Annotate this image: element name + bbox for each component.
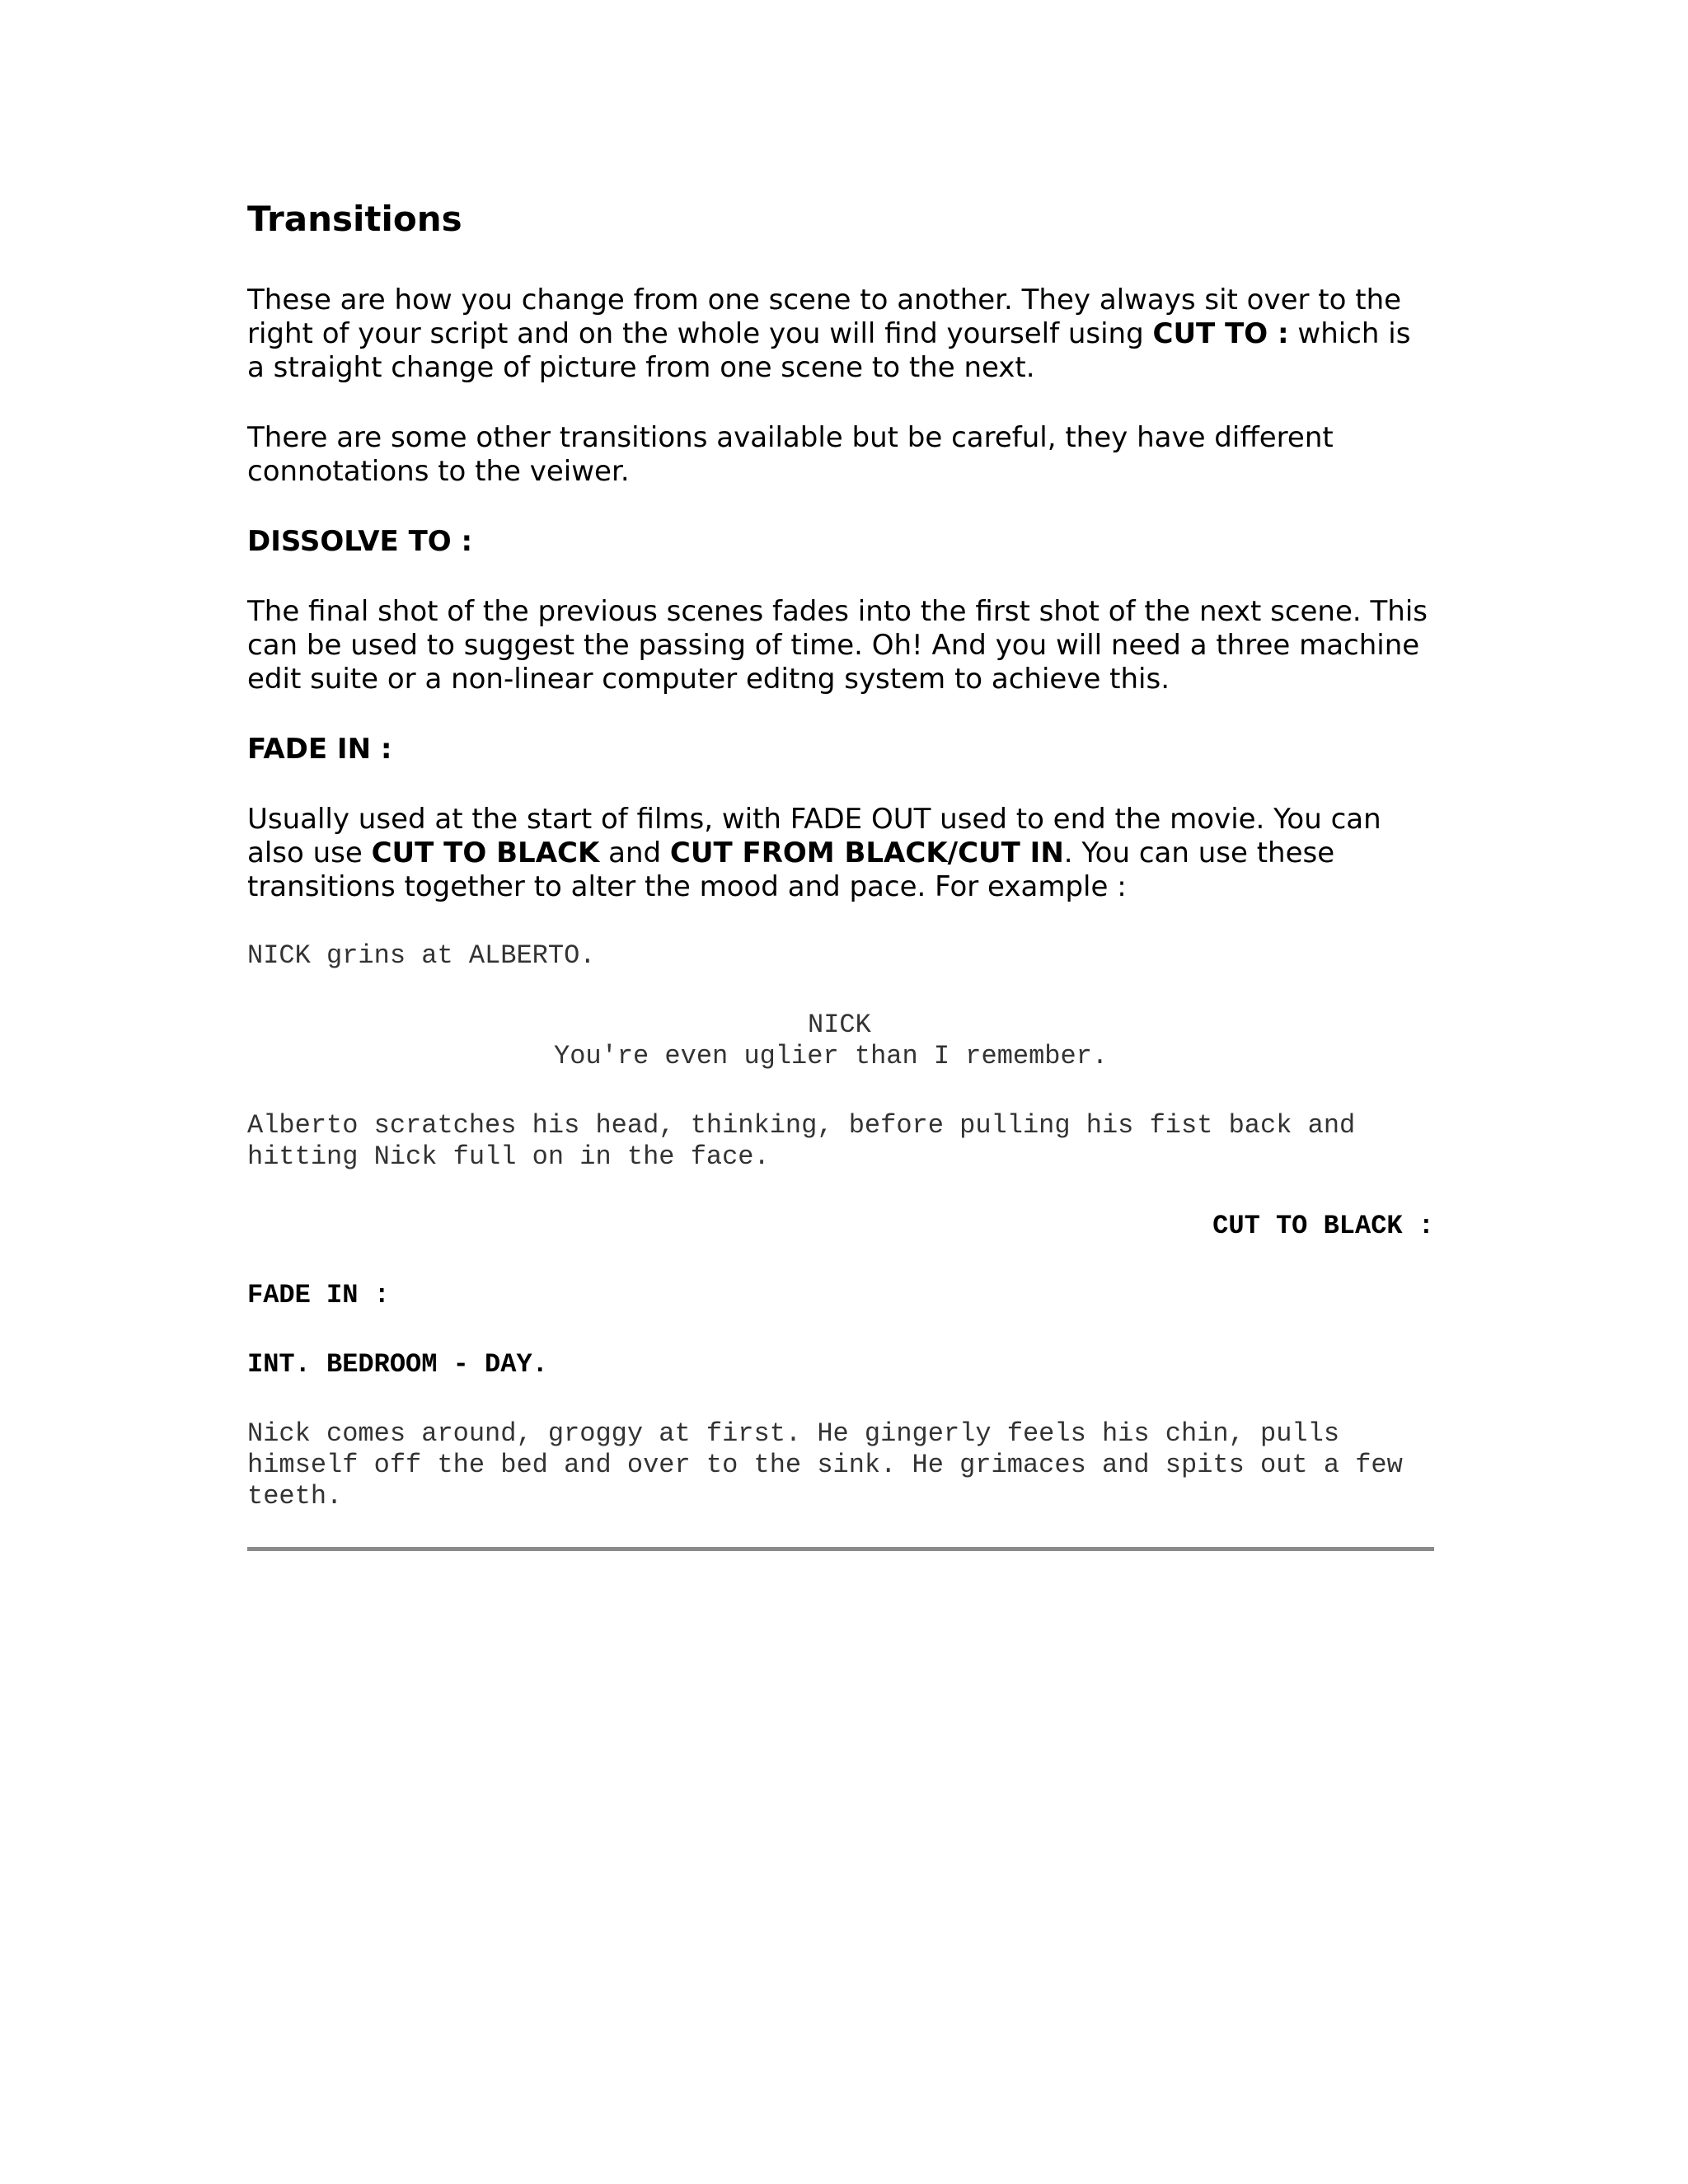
fade-in-text-2: and <box>599 837 670 869</box>
script-slugline: INT. BEDROOM - DAY. <box>247 1349 548 1380</box>
script-action-1: NICK grins at ALBERTO. <box>247 940 596 971</box>
dissolve-paragraph: The final shot of the previous scenes fades into the first shot of the next scene. This can be used to suggest the passing of time. Oh! And you will need a three machine edit suite or a non-linear computer editng system to achieve this. <box>247 595 1428 696</box>
fade-in-paragraph <box>247 803 1434 904</box>
script-action-2: Alberto scratches his head, thinking, before pulling his fist back and hitting Nick full on in the face. <box>247 1110 1372 1172</box>
fade-in-text-1: Usually used at the start of films, with FADE OUT used to end the movie. You can also use <box>247 803 1381 869</box>
caution-paragraph: There are some other transitions available but be careful, they have different connotations to the veiwer. <box>247 421 1334 488</box>
script-character-name: NICK <box>808 1010 871 1040</box>
script-fade-in: FADE IN : <box>247 1280 390 1310</box>
horizontal-divider <box>247 1547 1434 1551</box>
fade-in-bold-cut-from-black: CUT FROM BLACK/CUT IN <box>669 837 1064 869</box>
script-dialogue-block <box>247 1010 1434 1072</box>
script-action-3: Nick comes around, groggy at first. He gingerly feels his chin, pulls himself off the bed and over to the sink. He grimaces and spits out a few teeth. <box>247 1418 1419 1511</box>
intro-bold-cut-to: CUT TO : <box>1152 317 1289 350</box>
intro-text-1: These are how you change from one scene to another. They always sit over to the right of your script and on the whole you will find yourself using <box>247 284 1402 350</box>
fade-in-text-3: . You can use these transitions together to alter the mood and pace. For example : <box>247 837 1335 903</box>
script-dialogue: You're even uglier than I remember. <box>554 1041 1109 1071</box>
intro-text-2: which is a straight change of picture from one scene to the next. <box>247 317 1411 384</box>
intro-paragraph <box>247 284 1434 385</box>
document-body <box>247 196 1434 1551</box>
dissolve-heading: DISSOLVE TO : <box>247 525 473 558</box>
fade-in-heading: FADE IN : <box>247 733 392 766</box>
page-title: Transitions <box>247 199 462 239</box>
fade-in-bold-cut-to-black: CUT TO BLACK <box>371 837 600 869</box>
script-transition-cut-to-black: CUT TO BLACK : <box>1212 1211 1434 1241</box>
